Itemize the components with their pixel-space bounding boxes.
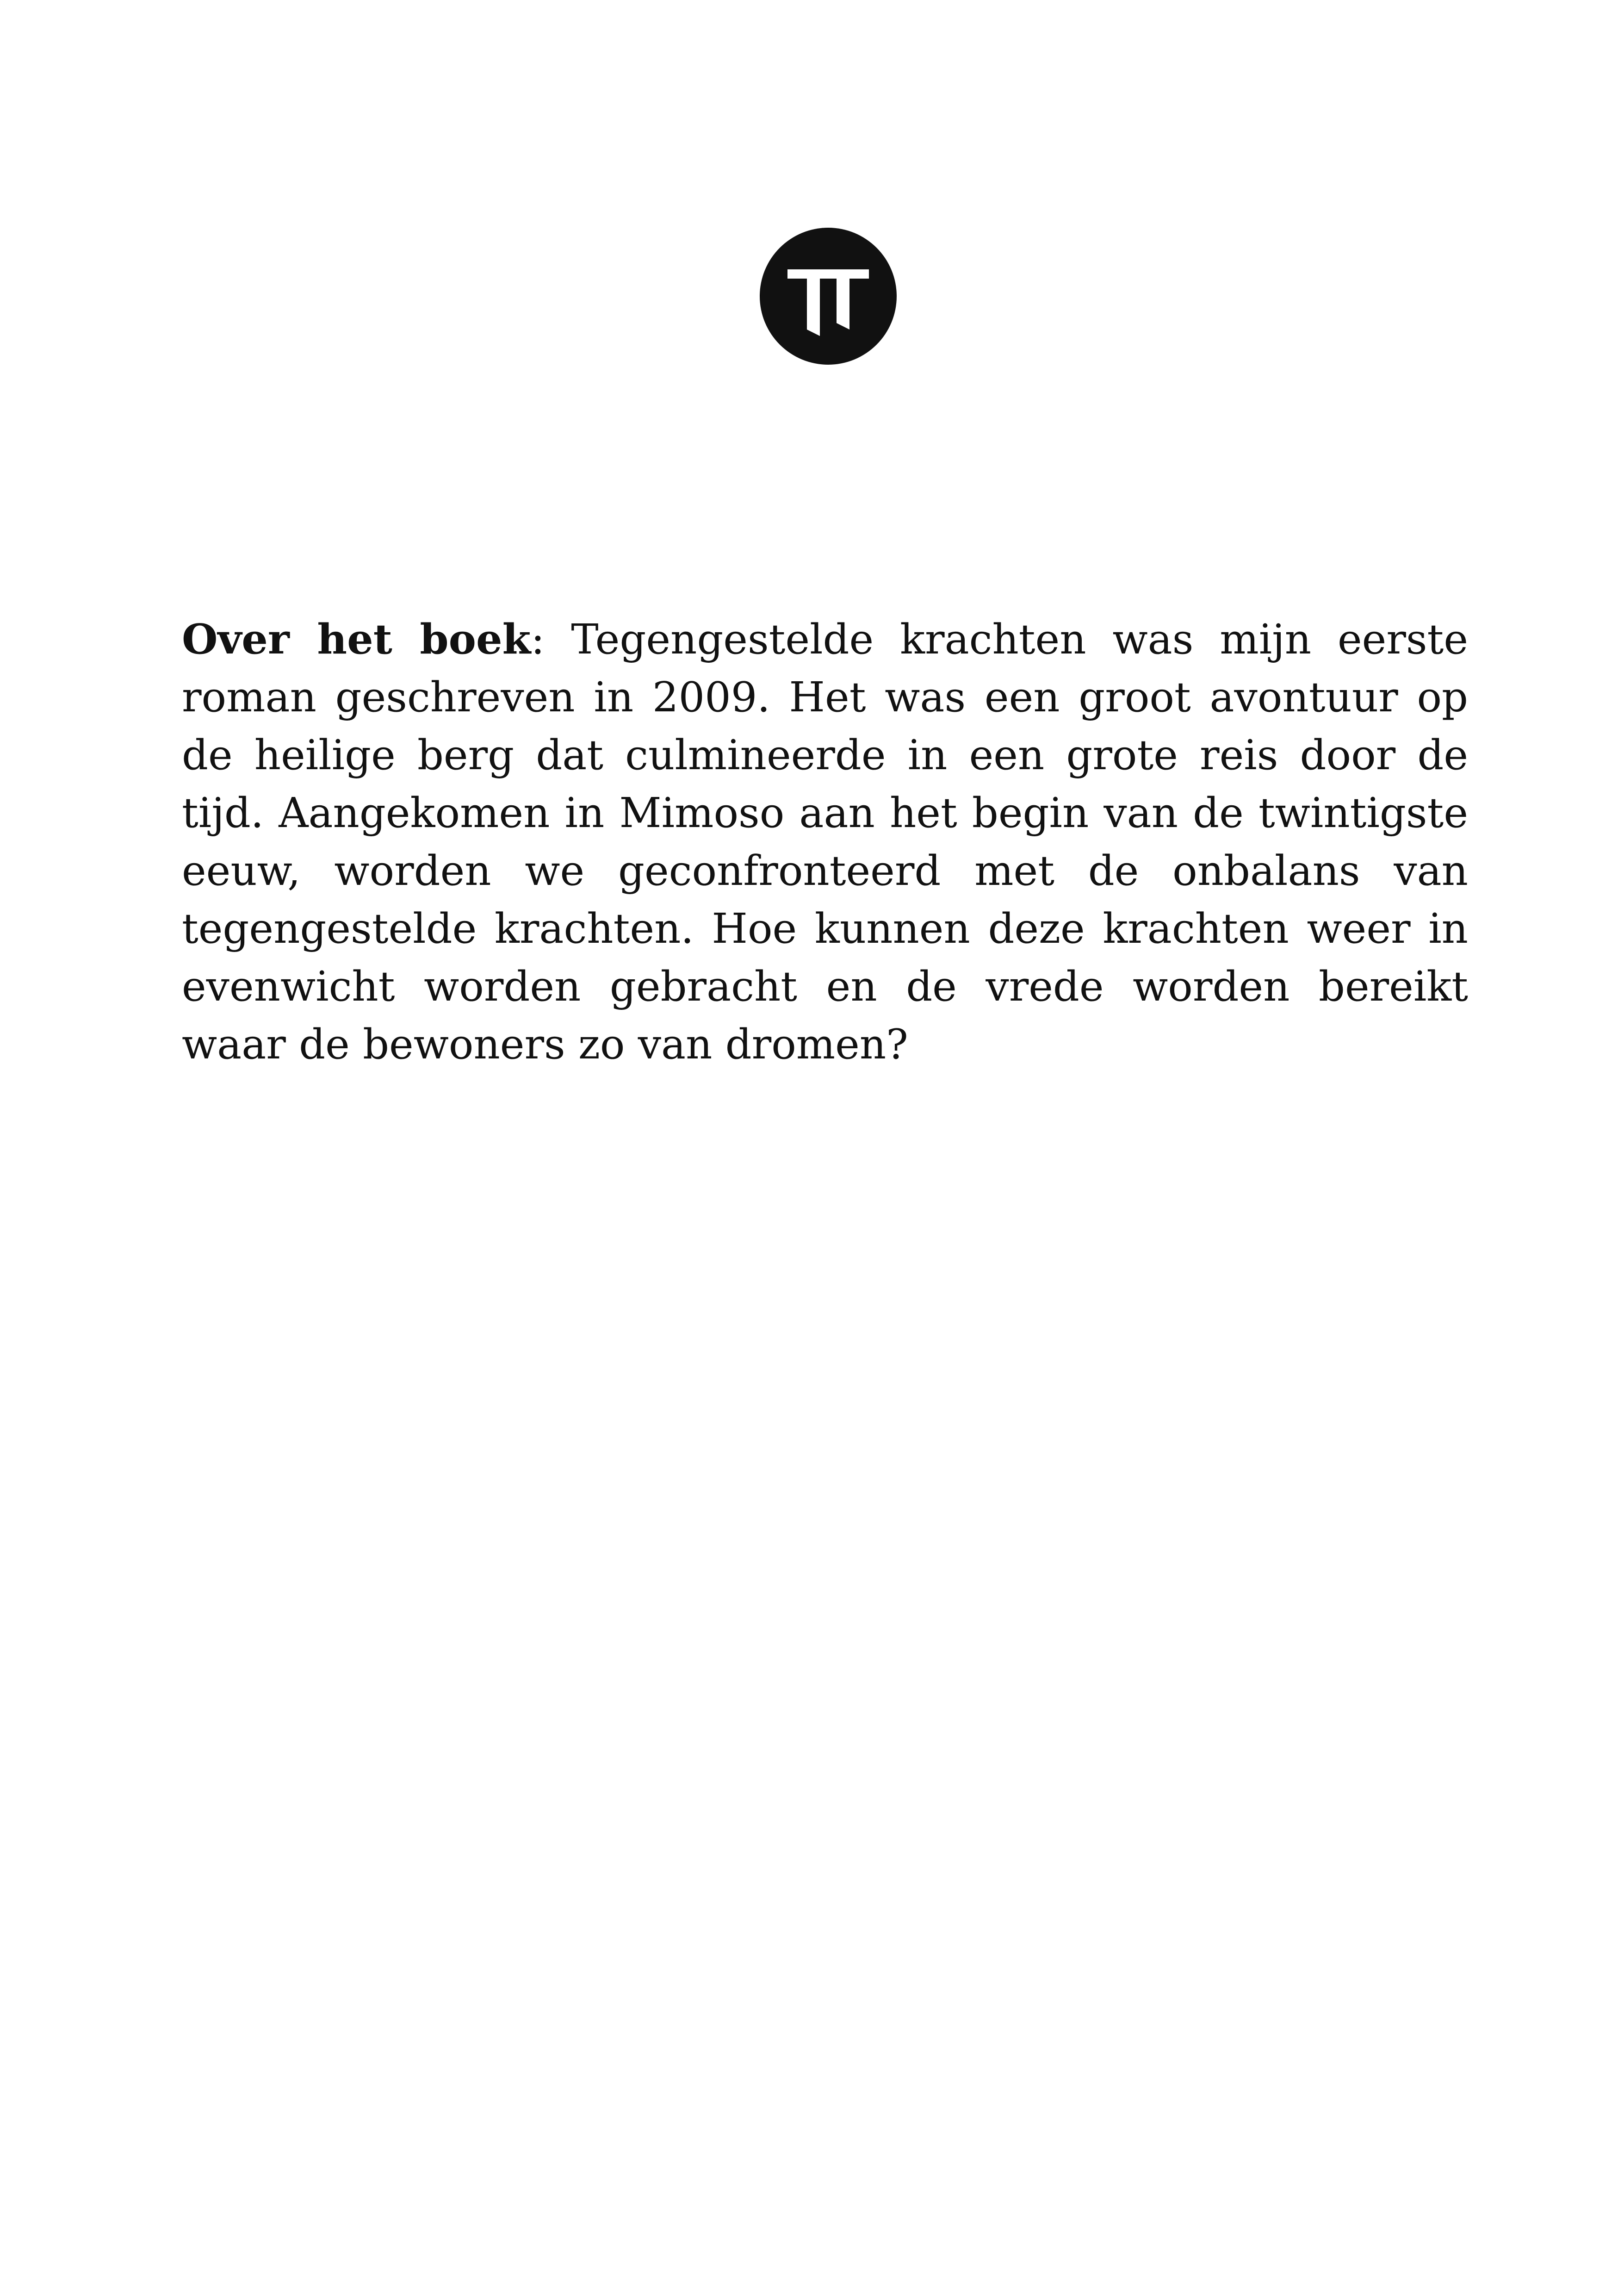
logo-top-bar [787,269,869,279]
publisher-logo-icon [759,227,898,366]
publisher-logo-svg [759,227,898,366]
logo-right-stem [837,279,849,330]
book-description [182,610,1468,1073]
logo-left-stem [807,279,820,330]
description-separator: : [531,615,545,663]
logo-circle [760,228,897,365]
description-text: Tegengestelde krachten was mijn eerste roman geschreven in 2009. Het was een groot avontuur op de heilige berg dat culmineerde in een grote reis door de tijd. Aangekomen in Mimoso aan het begin van de twintigste eeuw, worden we geconfronteerd met de onbalans van tegengestelde krachten. Hoe kunnen deze krachten weer in evenwicht worden gebracht en de vrede worden bereikt waar de bewoners zo van dromen? [182,615,1468,1068]
description-heading: Over het boek [182,615,531,663]
